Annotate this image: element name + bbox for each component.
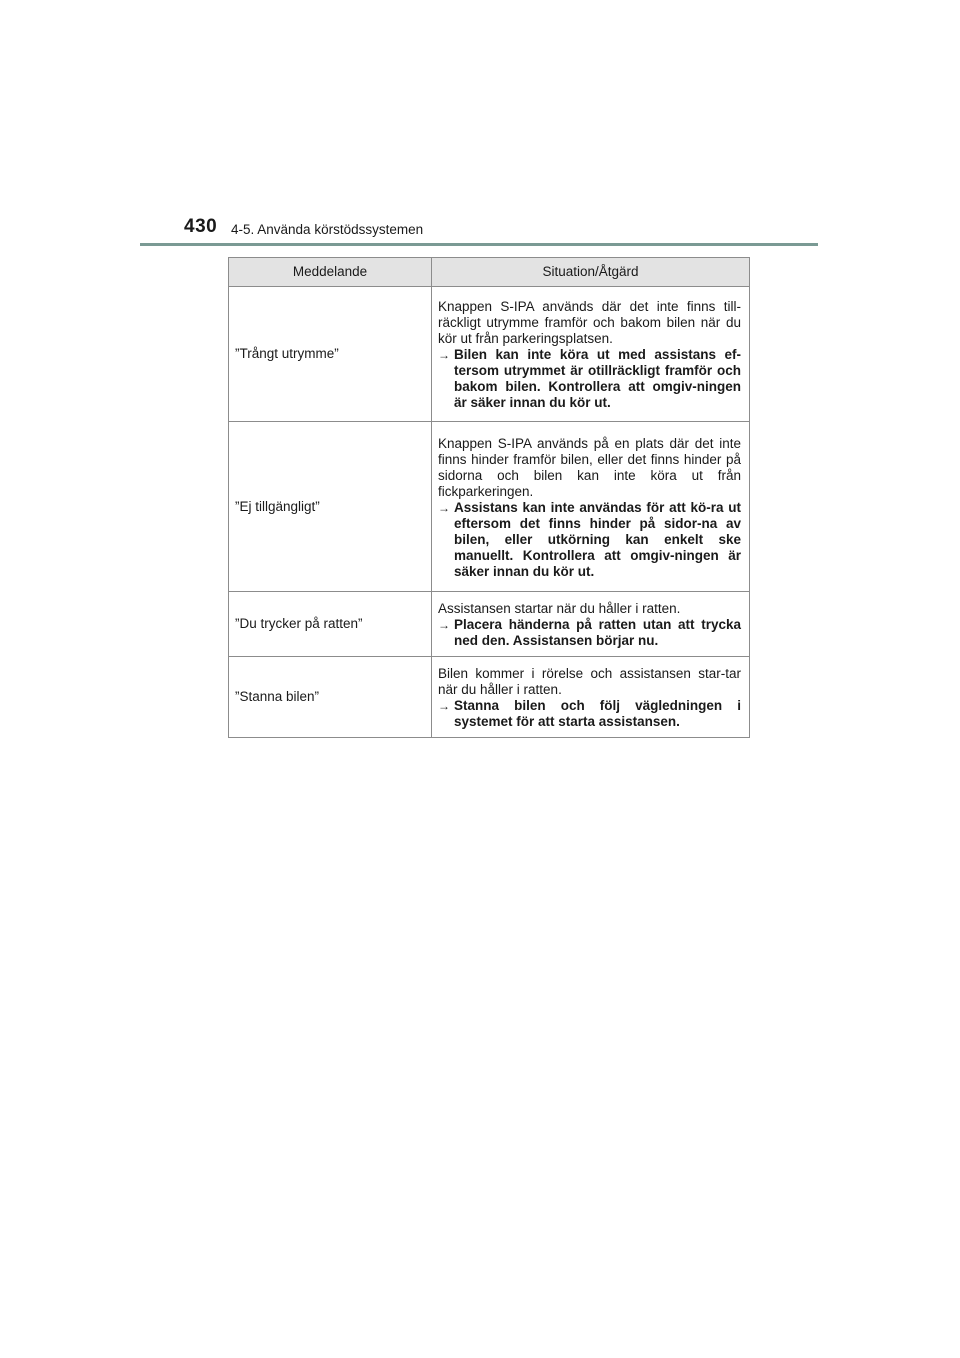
situation-cell — [432, 657, 750, 738]
action-item — [438, 617, 741, 649]
message-cell: ”Du trycker på ratten” — [229, 592, 432, 657]
table-row — [229, 287, 750, 422]
arrow-right-icon: → — [438, 618, 450, 632]
arrow-right-icon: → — [438, 699, 450, 713]
message-cell: ”Stanna bilen” — [229, 657, 432, 738]
situation-text: Knappen S-IPA används på en plats där det inte finns hinder framför bilen, eller det finns hinder på sidorna och bilen kan inte köra ut från fickparkeringen. — [438, 435, 741, 499]
action-item — [438, 347, 741, 411]
action-text: Bilen kan inte köra ut med assistans ef-tersom utrymmet är otillräckligt framför och bakom bilen. Kontrollera att omgiv-ningen är säker innan du kör ut. — [454, 347, 741, 410]
action-text: Placera händerna på ratten utan att trycka ned den. Assistansen börjar nu. — [454, 617, 741, 648]
arrow-right-icon: → — [438, 500, 450, 515]
table-row — [229, 657, 750, 738]
arrow-right-icon: → — [438, 348, 450, 362]
table-row — [229, 422, 750, 592]
situation-text: Assistansen startar när du håller i ratten. — [438, 601, 681, 616]
action-text: Assistans kan inte användas för att kö-ra ut eftersom det finns hinder på sidor-na av bilen, eller utkörning kan enkelt ske manuellt. Kontrollera att omgiv-ningen är säker innan du kör ut. — [454, 499, 741, 579]
situation-cell — [432, 592, 750, 657]
column-header-situation: Situation/Åtgärd — [432, 258, 750, 287]
situation-text: Knappen S-IPA används där det inte finns till-räckligt utrymme framför och bakom bilen när du kör ut från parkeringsplatsen. — [438, 299, 741, 346]
message-table — [228, 257, 750, 738]
situation-text: Bilen kommer i rörelse och assistansen star-tar när du håller i ratten. — [438, 666, 741, 697]
message-cell: ”Trångt utrymme” — [229, 287, 432, 422]
action-item — [438, 698, 741, 730]
action-item — [438, 500, 741, 580]
page-number: 430 — [184, 216, 218, 237]
message-cell: ”Ej tillgängligt” — [229, 422, 432, 592]
situation-cell — [432, 422, 750, 592]
column-header-message: Meddelande — [229, 258, 432, 287]
header-divider — [140, 243, 818, 246]
table-header-row — [229, 258, 750, 287]
section-title: 4-5. Använda körstödssystemen — [231, 222, 424, 237]
situation-cell — [432, 287, 750, 422]
table-row — [229, 592, 750, 657]
action-text: Stanna bilen och följ vägledningen i systemet för att starta assistansen. — [454, 698, 741, 729]
